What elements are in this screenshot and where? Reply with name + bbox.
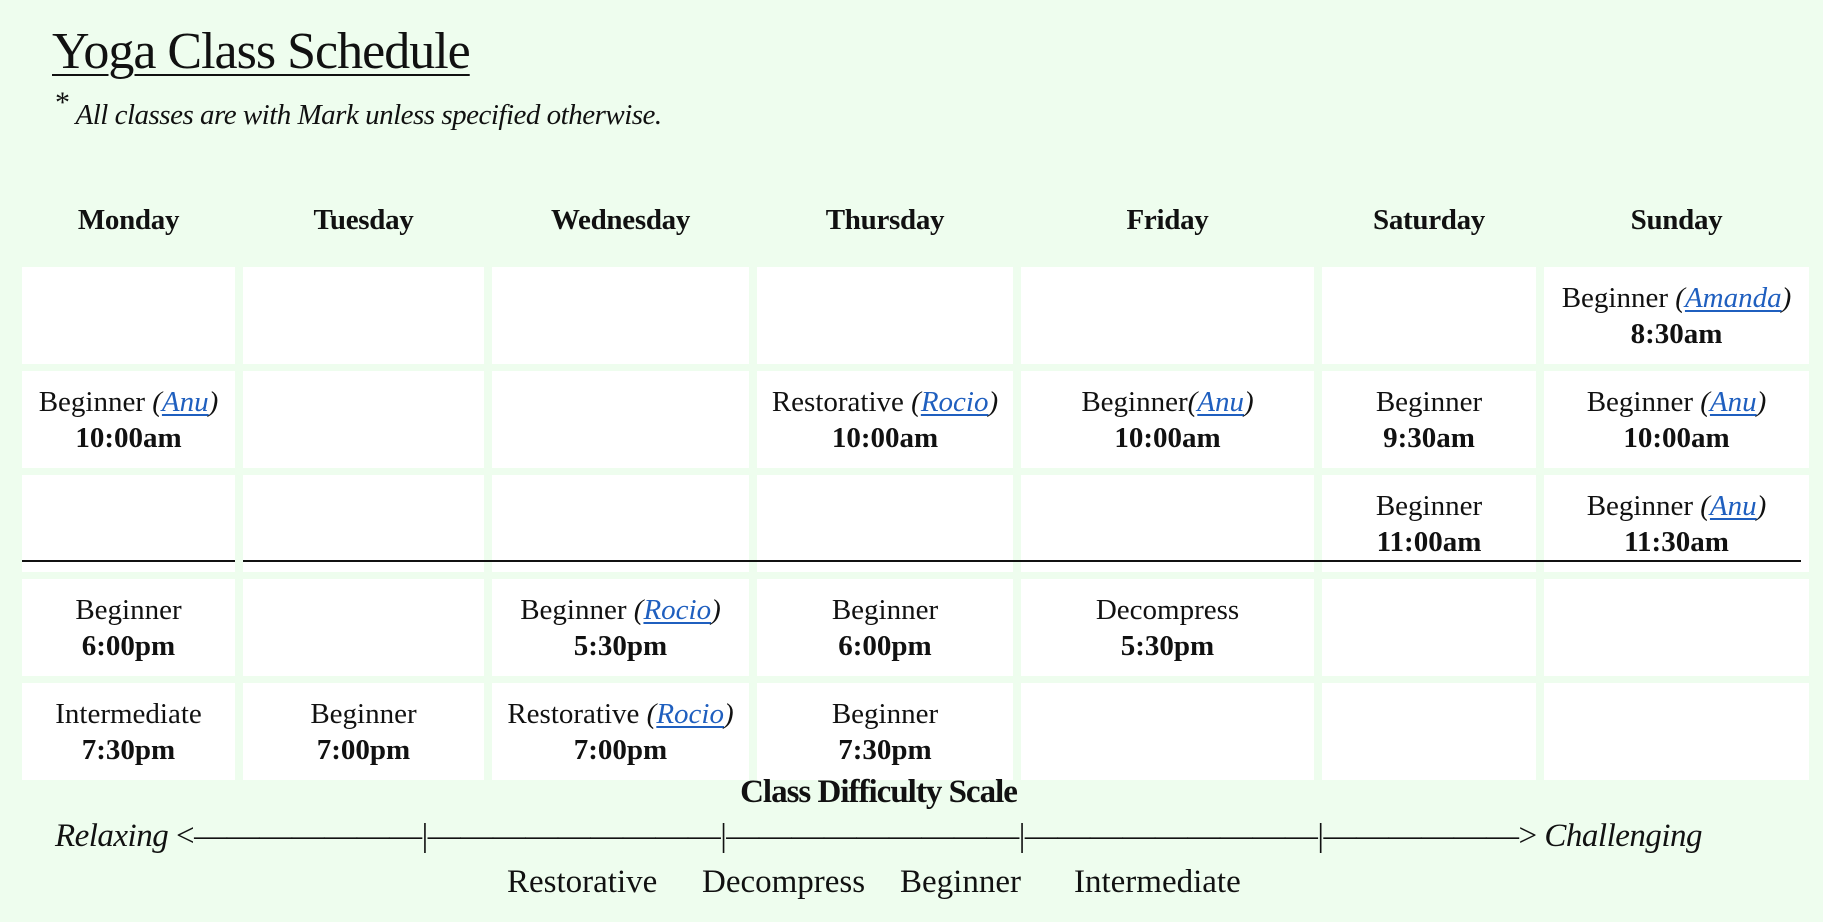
scale-level-beginner: Beginner xyxy=(900,864,1021,900)
teacher-link[interactable]: (Rocio) xyxy=(911,385,999,418)
class-slot xyxy=(22,371,235,468)
scale-arrow: <———————|—————————|—————————|—————————|——————> xyxy=(168,818,1545,854)
page-title: Yoga Class Schedule xyxy=(52,23,470,80)
scale-left-end: Relaxing xyxy=(54,818,169,854)
class-time: 7:00pm xyxy=(573,733,668,766)
class-time: 8:30am xyxy=(1630,317,1723,350)
class-name: Beginner xyxy=(310,697,417,730)
class-name-line xyxy=(772,384,998,420)
empty-slot xyxy=(1544,683,1809,780)
class-name: Decompress xyxy=(1095,593,1240,626)
class-name-line xyxy=(75,592,181,628)
class-name: Beginner xyxy=(75,593,182,626)
note-text: All classes are with Mark unless specified otherwise. xyxy=(75,99,662,131)
class-name-line xyxy=(1587,384,1767,420)
class-name-line xyxy=(832,592,938,628)
day-header-saturday: Saturday xyxy=(1372,203,1485,236)
class-name-line xyxy=(832,696,938,732)
class-time: 7:30pm xyxy=(838,733,932,766)
class-name-line xyxy=(520,592,721,628)
scale-level-intermediate: Intermediate xyxy=(1074,864,1241,900)
class-time: 7:30pm xyxy=(81,733,176,766)
class-slot xyxy=(757,579,1013,676)
teacher-link[interactable]: (Rocio) xyxy=(646,697,734,730)
empty-slot xyxy=(492,475,749,572)
class-slot xyxy=(1021,579,1314,676)
class-name: Beginner xyxy=(1375,385,1483,418)
class-name: Beginner xyxy=(38,385,153,418)
class-time: 5:30pm xyxy=(573,629,668,662)
empty-slot xyxy=(243,475,484,572)
empty-slot xyxy=(1322,267,1536,364)
class-slot xyxy=(1544,267,1809,364)
class-name-line xyxy=(1376,384,1482,420)
empty-slot xyxy=(757,267,1013,364)
class-name-line xyxy=(310,696,416,732)
empty-slot xyxy=(1021,683,1314,780)
class-name-line xyxy=(1587,488,1767,524)
day-header-thursday: Thursday xyxy=(825,203,945,236)
class-name: Beginner xyxy=(1375,489,1483,522)
class-time: 6:00pm xyxy=(81,629,176,662)
class-name: Beginner xyxy=(1561,281,1676,314)
class-slot xyxy=(1021,371,1314,468)
class-name: Beginner xyxy=(1586,489,1701,522)
class-name: Beginner xyxy=(831,593,939,626)
class-name-line xyxy=(39,384,219,420)
teacher-name[interactable]: Anu xyxy=(1709,489,1757,522)
teacher-link[interactable]: (Amanda) xyxy=(1675,281,1792,314)
class-slot xyxy=(492,683,749,780)
class-name-line xyxy=(1081,384,1253,420)
class-time: 10:00am xyxy=(831,421,939,454)
scale-level-decompress: Decompress xyxy=(702,864,866,900)
day-header-monday: Monday xyxy=(77,203,180,236)
empty-slot xyxy=(492,371,749,468)
class-time: 5:30pm xyxy=(1120,629,1215,662)
difficulty-scale-line xyxy=(0,818,1757,855)
class-slot xyxy=(757,371,1013,468)
class-name: Beginner xyxy=(520,593,634,626)
class-name: Restorative xyxy=(507,697,647,730)
teacher-name[interactable]: Rocio xyxy=(920,385,989,418)
class-name-line xyxy=(1096,592,1239,628)
class-slot xyxy=(243,683,484,780)
empty-slot xyxy=(1544,579,1809,676)
morning-evening-divider xyxy=(22,560,1801,562)
day-header-sunday: Sunday xyxy=(1630,203,1723,236)
class-name: Beginner xyxy=(1081,385,1188,418)
class-slot xyxy=(22,683,235,780)
teacher-name[interactable]: Anu xyxy=(1709,385,1757,418)
asterisk-marker: * xyxy=(55,86,70,119)
teacher-link[interactable]: (Anu) xyxy=(1700,489,1767,522)
day-header-tuesday: Tuesday xyxy=(313,203,414,236)
schedule-grid xyxy=(22,267,1801,780)
class-slot xyxy=(22,579,235,676)
day-header-row xyxy=(22,190,1801,250)
difficulty-scale-title: Class Difficulty Scale xyxy=(740,774,1017,810)
teacher-name[interactable]: Rocio xyxy=(656,697,724,730)
teacher-name[interactable]: Amanda xyxy=(1684,281,1782,314)
class-name: Beginner xyxy=(831,697,939,730)
class-time: 10:00am xyxy=(1114,421,1221,454)
teacher-name[interactable]: Anu xyxy=(1197,385,1245,418)
teacher-name[interactable]: Rocio xyxy=(643,593,712,626)
empty-slot xyxy=(1021,475,1314,572)
empty-slot xyxy=(22,475,235,572)
empty-slot xyxy=(243,371,484,468)
class-name-line xyxy=(1376,488,1482,524)
class-name-line xyxy=(507,696,733,732)
empty-slot xyxy=(22,267,235,364)
class-time: 11:30am xyxy=(1624,525,1729,558)
day-header-wednesday: Wednesday xyxy=(550,203,691,236)
class-slot xyxy=(1322,475,1536,572)
class-slot xyxy=(757,683,1013,780)
class-time: 7:00pm xyxy=(316,733,411,766)
class-time: 10:00am xyxy=(75,421,182,454)
empty-slot xyxy=(1322,579,1536,676)
empty-slot xyxy=(1322,683,1536,780)
schedule-note xyxy=(55,86,662,132)
class-slot xyxy=(1322,371,1536,468)
class-slot xyxy=(1544,371,1809,468)
class-name-line xyxy=(1562,280,1792,316)
empty-slot xyxy=(757,475,1013,572)
class-name: Beginner xyxy=(1586,385,1701,418)
class-name-line xyxy=(55,696,202,732)
class-time: 9:30am xyxy=(1383,421,1475,454)
empty-slot xyxy=(1021,267,1314,364)
class-name: Intermediate xyxy=(55,697,202,730)
empty-slot xyxy=(243,267,484,364)
class-time: 6:00pm xyxy=(838,629,932,662)
class-slot xyxy=(1544,475,1809,572)
empty-slot xyxy=(243,579,484,676)
scale-right-end: Challenging xyxy=(1544,818,1703,854)
empty-slot xyxy=(492,267,749,364)
class-slot xyxy=(492,579,749,676)
class-name: Restorative xyxy=(771,385,912,418)
class-time: 11:00am xyxy=(1376,525,1482,558)
divider-gap xyxy=(235,559,243,563)
teacher-link[interactable]: (Anu) xyxy=(1700,385,1767,418)
teacher-link[interactable]: (Rocio) xyxy=(633,593,721,626)
teacher-link[interactable]: (Anu) xyxy=(1187,385,1254,418)
teacher-link[interactable]: (Anu) xyxy=(152,385,219,418)
class-time: 10:00am xyxy=(1623,421,1730,454)
teacher-name[interactable]: Anu xyxy=(161,385,209,418)
day-header-friday: Friday xyxy=(1126,203,1209,236)
scale-level-restorative: Restorative xyxy=(507,864,658,900)
